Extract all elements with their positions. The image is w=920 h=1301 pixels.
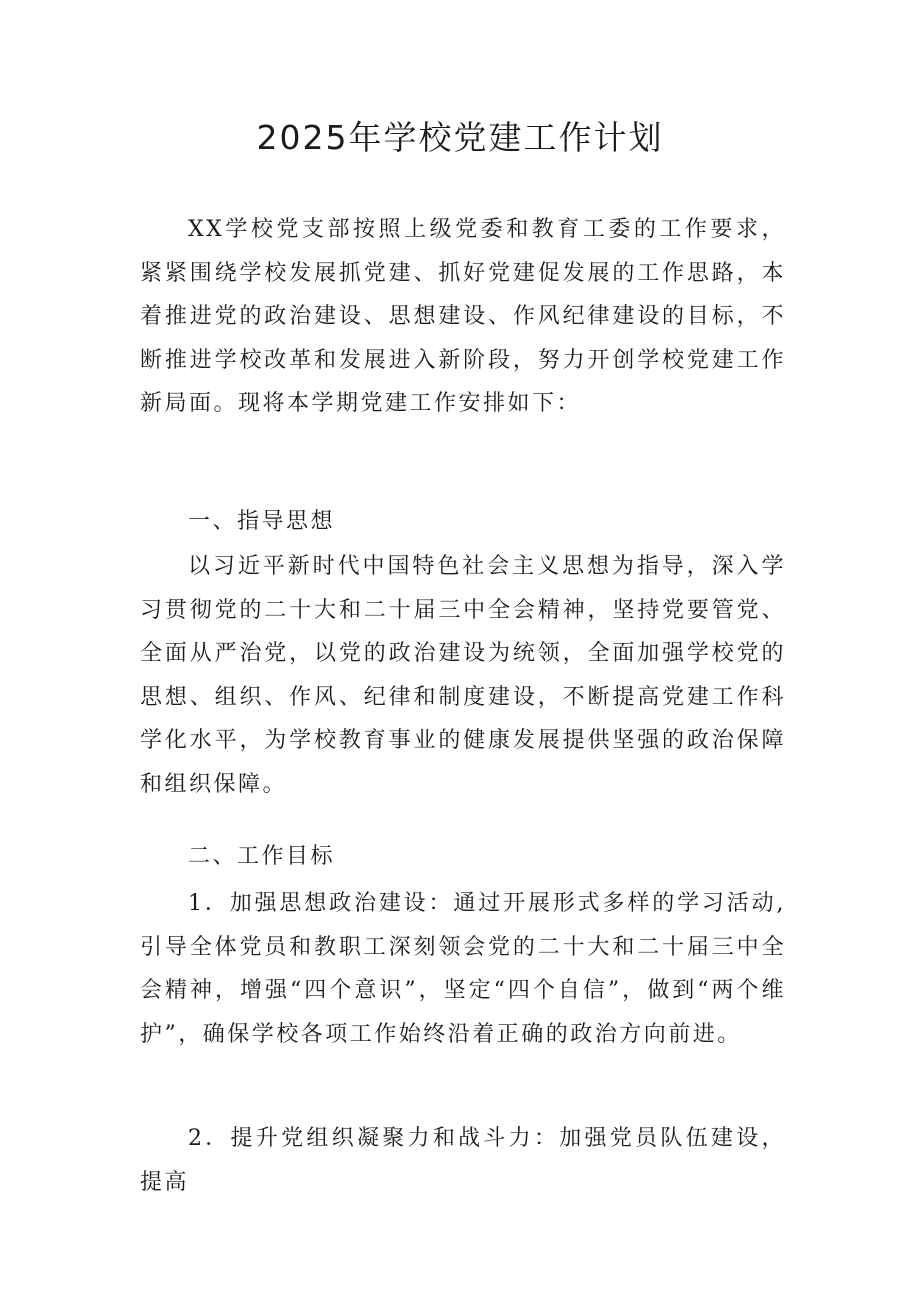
guiding-ideology-paragraph: 以习近平新时代中国特色社会主义思想为指导，深入学习贯彻党的二十大和二十届三中全会精神，坚持党要管党、全面从严治党，以党的政治建设为统领，全面加强学校党的思想、组织、作风、纪律和制度建设，不断提高党建工作科学化水平，为学校教育事业的健康发展提供坚强的政治保障和组织保障。	[140, 554, 786, 797]
intro-paragraph: XX学校党支部按照上级党委和教育工委的工作要求，紧紧围绕学校发展抓党建、抓好党建促发展的工作思路，本着推进党的政治建设、思想建设、作风纪律建设的目标，不断推进学校改革和发展进入新阶段，努力开创学校党建工作新局面。现将本学期党建工作安排如下：	[140, 217, 786, 416]
document-title: 2025年学校党建工作计划	[256, 118, 664, 157]
goal-item-1: 1．加强思想政治建设：通过开展形式多样的学习活动,引导全体党员和教职工深刻领会党的二十大和二十届三中全会精神，增强“四个意识”，坚定“四个自信”，做到“两个维护”，确保学校各项工作始终沿着正确的政治方向前进。	[140, 891, 786, 1047]
section-heading-work-goals: 二、工作目标	[188, 844, 336, 869]
goal-item-2: 2．提升党组织凝聚力和战斗力：加强党员队伍建设，提高	[140, 1126, 786, 1195]
section-heading-guiding-ideology: 一、指导思想	[188, 509, 336, 534]
